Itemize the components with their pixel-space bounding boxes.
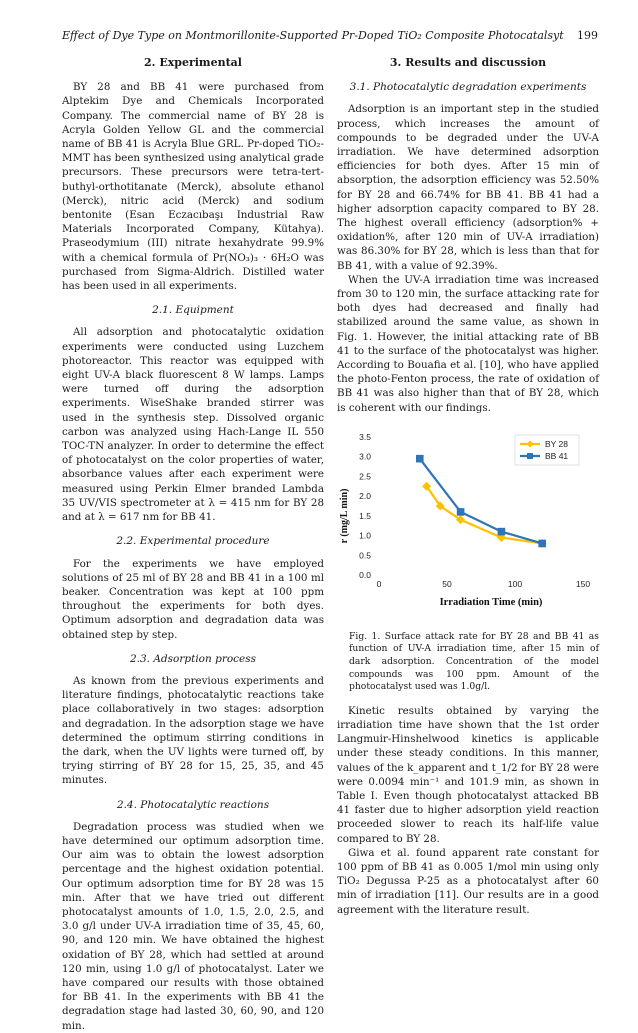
- paragraph-giwa: Giwa et al. found apparent rate constant for 100 ppm of BB 41 as 0.005 1/mol min using only TiO₂ Degussa P-25 as a photocatalyst after 60 min of irradiation [11]. Our results are in a good agreement with the literature result.: [337, 846, 599, 916]
- paragraph-equipment: All adsorption and photocatalytic oxidation experiments were conducted using Luzchem photoreactor. This reactor was equipped with eight UV-A black fluorescent 8 W lamps. Lamps were turned off during the adsorption experiments. WiseShake branded stirrer was used in the synthesis step. Dissolved organic carbon was analyzed using Hach-Lange IL 550 TOC-TN analyzer. In order to determine the effect of photocatalyst on the color properties of water, absorbance values after each experiment were measured using Perkin Elmer branded Lambda 35 UV/VIS spectrometer at λ = 415 nm for BY 28 and at λ = 617 nm for BB 41.: [62, 326, 324, 524]
- figure-1-chart: [337, 425, 599, 625]
- subsection-adsorption-heading: 2.3. Adsorption process: [129, 652, 257, 665]
- figure-1-caption: Fig. 1. Surface attack rate for BY 28 and BB 41 as function of UV-A irradiation time, after 15 min of dark adsorption. Concentration of the model compounds was 100 ppm. Amount of the photocatalyst used was 1.0g/l.: [349, 630, 599, 693]
- paragraph-procedure: For the experiments we have employed solutions of 25 ml of BY 28 and BB 41 in a 100 ml beaker. Concentration was kept at 100 ppm throughout the experiments for both dyes. Optimum adsorption and degradation data was obtained step by step.: [62, 557, 324, 641]
- x-tick-label: 150: [575, 578, 591, 589]
- x-tick-label: 100: [507, 578, 523, 589]
- data-point-bb-41: [538, 540, 546, 548]
- subsection-degradation-heading: 3.1. Photocatalytic degradation experiments: [349, 81, 587, 94]
- paragraph-reactions: Degradation process was studied when we have determined our optimum adsorption time. Our aim was to obtain the lowest adsorption percentage and the highest oxidation potential. Our optimum adsorption time for BY 28 was 15 min. After that we have tried out different photocatalyst amounts of 1.0, 1.5, 2.0, 2.5, and 3.0 g/l under UV-A irradiation time of 35, 45, 60, 90, and 120 min. We have obtained the highest oxidation of BY 28, which had settled at around 120 min, using 1.0 g/l of photocatalyst. Later we have compared our results with those obtained for BB 41. In the experiments with BB 41 the degradation stage had lasted 30, 60, 90, and 120 min.: [62, 820, 324, 1032]
- running-header: [62, 29, 598, 42]
- paragraph-materials: BY 28 and BB 41 were purchased from Alptekim Dye and Chemicals Incorporated Company. The commercial name of BY 28 is Acryla Golden Yellow GL and the commercial name of BB 41 is Acryla Blue GRL. Pr-doped TiO₂-MMT has been synthesized using analytical grade precursors. These precursors were tetra-tert-buthyl-orthotitanate (Merck), absolute ethanol (Merck), nitric acid (Merck) and sodium bentonite (Esan Eczacıbaşı Industrial Raw Materials Incorporated Company, Kütahya). Praseodymium (III) nitrate hexahydrate 99.9% with a chemical formula of Pr(NO₃)₃ · 6H₂O was purchased from Sigma-Aldrich. Distilled water has been used in all experiments.: [62, 81, 324, 293]
- x-tick-label: 50: [442, 578, 452, 589]
- series-line-by-28: [427, 486, 543, 543]
- running-title: Effect of Dye Type on Montmorillonite-Supported Pr-Doped TiO₂ Composite Photocatalsyt: [62, 29, 564, 42]
- series-line-bb-41: [420, 459, 542, 544]
- y-tick-label: 0.5: [359, 550, 371, 561]
- subsection-procedure-heading: 2.2. Experimental procedure: [116, 535, 270, 548]
- right-column: [337, 56, 599, 917]
- paragraph-adsorption: As known from the previous experiments and literature findings, photocatalytic reactions take place collaboratively in two stages: adsorption and degradation. In the adsorption stage we have determined the optimum stirring conditions in the dark, when the UV lights were turned off, by trying stirring of BY 28 for 15, 25, 35, and 45 minutes.: [62, 674, 324, 787]
- paragraph-results-adsorption: Adsorption is an important step in the studied process, which increases the amount of compounds to be degraded under the UV-A irradiation. We have determined adsorption efficiencies for both dyes. After 15 min of absorption, the adsorption efficiency was 52.50% for BY 28 and 66.74% for BB 41. BB 41 had a higher adsorption capacity compared to BY 28. The highest overall efficiency (adsorption% + oxidation%, after 120 min of UV-A irradiation) was 86.30% for BY 28, which is less than that for BB 41, with a value of 92.39%.: [337, 103, 599, 272]
- legend-marker-bb-41: [527, 453, 533, 459]
- y-tick-label: 2.0: [359, 491, 371, 502]
- paragraph-results-rate: When the UV-A irradiation time was increased from 30 to 120 min, the surface attacking rate for both dyes had decreased and finally had stabilized around the same value, as shown in Fig. 1. However, the initial attacking rate of BB 41 to the surface of the photocatalyst was higher. According to Bouafia et al. [10], who have applied the photo-Fenton process, the rate of oxidation of BB 41 was also higher than that of BY 28, which is coherent with our findings.: [337, 273, 599, 414]
- y-tick-label: 2.5: [359, 471, 371, 482]
- legend-label: BB 41: [545, 450, 569, 461]
- left-column: [62, 56, 324, 1033]
- y-tick-label: 3.5: [359, 431, 371, 442]
- data-point-bb-41: [416, 455, 424, 463]
- x-axis-label: Irradiation Time (min): [439, 596, 543, 608]
- section-experimental-heading: 2. Experimental: [144, 56, 242, 69]
- y-tick-label: 0.0: [359, 569, 371, 580]
- paragraph-kinetic: Kinetic results obtained by varying the irradiation time have shown that the 1st order Langmuir-Hinshelwood kinetics is applicable under these steady conditions. In this manner, values of the k_apparent and t_1/2 for BY 28 were were 0.0094 min⁻¹ and 101.9 min, as shown in Table I. Even though photocatalyst attacked BB 41 faster due to higher adsorption yield reaction proceeded slower to reach its half-life value compared to BY 28.: [337, 704, 599, 845]
- y-tick-label: 3.0: [359, 451, 371, 462]
- data-point-bb-41: [457, 508, 465, 516]
- y-axis-label: r (mg/L min): [339, 488, 350, 544]
- subsection-equipment-heading: 2.1. Equipment: [152, 304, 234, 317]
- page-number: 199: [577, 29, 598, 42]
- data-point-bb-41: [498, 528, 506, 536]
- subsection-reactions-heading: 2.4. Photocatalytic reactions: [116, 798, 270, 811]
- section-results-heading: 3. Results and discussion: [389, 56, 547, 69]
- y-tick-label: 1.5: [359, 510, 371, 521]
- x-tick-label: 0: [376, 578, 382, 589]
- y-tick-label: 1.0: [359, 530, 371, 541]
- chart-svg: [337, 425, 599, 625]
- legend-label: BY 28: [545, 438, 569, 449]
